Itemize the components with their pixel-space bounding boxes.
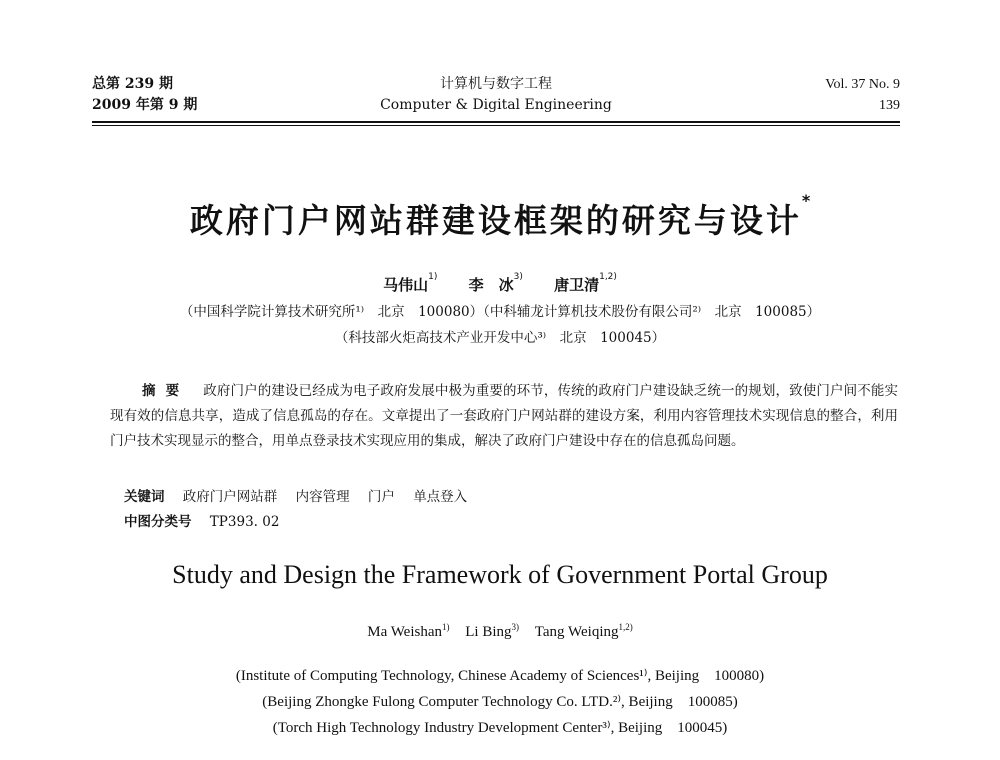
abstract-text: 政府门户的建设已经成为电子政府发展中极为重要的环节，传统的政府门户建设缺乏统一的规划，致使门户间不能实现有效的信息共享，造成了信息孤岛的存在。文章提出了一套政府门户网站群的建设方案，利用内容管理技术实现信息的整合，利用门户技术实现显示的整合，用单点登录技术实现应用的集成，解决了政府门户建设中存在的信息孤岛问题。 [110, 383, 898, 449]
affiliation-en-3: (Torch High Technology Industry Development Center³⁾, Beijing 100045) [272, 720, 728, 736]
keyword: 内容管理 [295, 489, 350, 505]
header-rule-thick [92, 121, 900, 123]
keyword: 门户 [367, 489, 395, 505]
author-en: Tang Weiqing$^{1,2)}$ [534, 622, 633, 640]
authors-en [0, 624, 1000, 641]
author-cn: 唐卫清$^{1,2)}$ [554, 272, 617, 294]
funding-mark: * [801, 191, 811, 210]
header-rule-thin [92, 125, 900, 126]
classification-code: TP393. 02 [209, 514, 280, 530]
author-cn: 李 冰$^{3)}$ [468, 272, 523, 294]
journal-name-en: Computer & Digital Engineering [380, 97, 612, 113]
affiliation-cn-1: （中国科学院计算技术研究所¹⁾ 北京 100080）（中科辅龙计算机技术股份有限公司²⁾ 北京 100085） [179, 304, 821, 320]
author-en: Li Bing$^{3)}$ [465, 622, 520, 640]
classification [124, 510, 279, 530]
affiliation-cn-2: （科技部火炬高技术产业开发中心³⁾ 北京 100045） [334, 330, 666, 346]
affiliation-en-2: (Beijing Zhongke Fulong Computer Technology Co. LTD.²⁾, Beijing 100085) [262, 694, 738, 710]
abstract [110, 379, 898, 454]
keyword: 单点登入 [413, 489, 468, 505]
journal-name [92, 74, 900, 116]
affiliation-en-1: (Institute of Computing Technology, Chinese Academy of Sciences¹⁾, Beijing 100080) [235, 668, 765, 684]
keywords [124, 485, 481, 505]
page-number: 139 [879, 98, 900, 113]
paper-title-en: Study and Design the Framework of Government Portal Group [172, 560, 828, 589]
author-cn: 马伟山$^{1)}$ [383, 272, 438, 294]
classification-label: 中图分类号 [124, 514, 192, 530]
year-issue: 2009 年第 9 期 [92, 97, 198, 113]
total-issue: 总第 239 期 [92, 76, 173, 92]
authors-cn [0, 274, 1000, 295]
keywords-label: 关键词 [124, 489, 165, 505]
abstract-label: 摘要 [142, 383, 190, 399]
volume-number: Vol. 37 No. 9 [825, 77, 900, 92]
paper-title-cn [0, 191, 1000, 242]
journal-name-cn: 计算机与数字工程 [440, 76, 552, 92]
author-en: Ma Weishan$^{1)}$ [367, 622, 450, 640]
paper-title-cn-text: 政府门户网站群建设框架的研究与设计 [189, 201, 802, 240]
keyword: 政府门户网站群 [182, 489, 278, 505]
volume-info [825, 74, 900, 116]
journal-header [92, 74, 900, 120]
